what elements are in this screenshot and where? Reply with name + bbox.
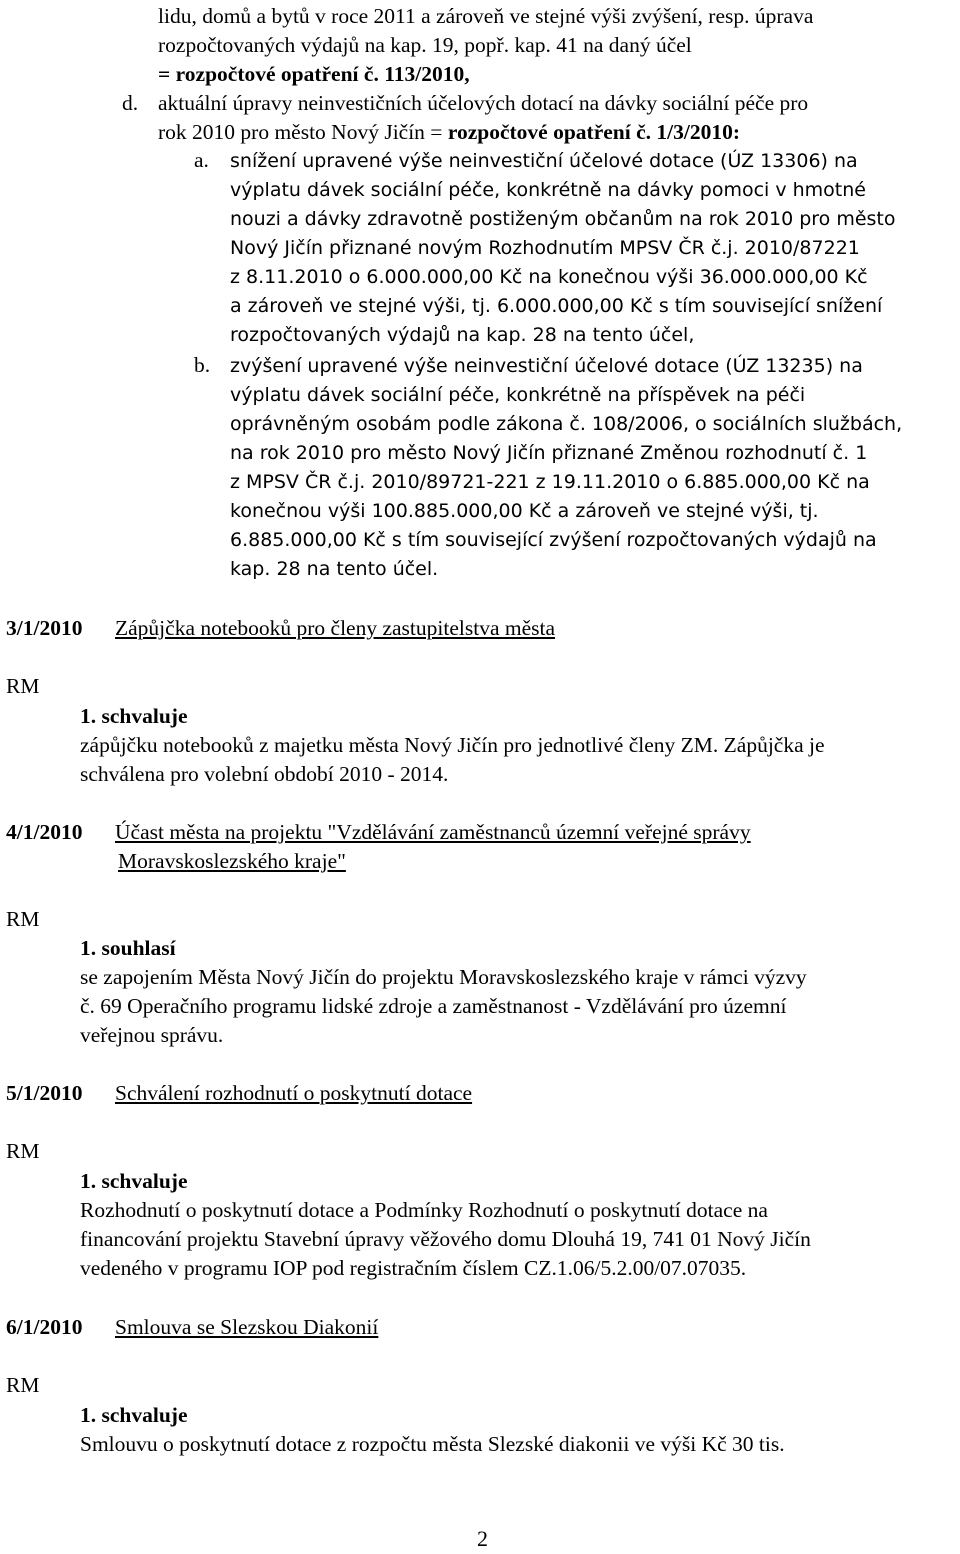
item-a-line-5: z 8.11.2010 o 6.000.000,00 Kč na konečnou výši 36.000.000,00 Kč <box>230 266 868 288</box>
item-b-line-8: kap. 28 na tento účel. <box>230 558 439 580</box>
item-a-line-4: Nový Jičín přiznané novým Rozhodnutím MPSV ČR č.j. 2010/87221 <box>230 237 860 259</box>
section-6-text-1: Smlouvu o poskytnutí dotace z rozpočtu města Slezské diakonii ve výši Kč 30 tis. <box>80 1432 785 1456</box>
item-b-line-7: 6.885.000,00 Kč s tím související zvýšení rozpočtovaných výdajů na <box>230 529 877 551</box>
section-3-title: Zápůjčka notebooků pro členy zastupitelstva města <box>115 616 556 640</box>
item-d-budget-measure: rozpočtové opatření č. 1/3/2010: <box>447 120 740 144</box>
item-a-line-2: výplatu dávek sociální péče, konkrétně na dávky pomoci v hmotné <box>230 179 866 201</box>
section-3-number: 3/1/2010 <box>6 616 83 640</box>
item-a-line-6: a zároveň ve stejné výši, tj. 6.000.000,00 Kč s tím související snížení <box>230 295 883 317</box>
item-b-line-4: na rok 2010 pro město Nový Jičín přiznané Změnou rozhodnutí č. 1 <box>230 442 868 464</box>
section-5-decision: 1. schvaluje <box>80 1169 188 1193</box>
section-5-text-1: Rozhodnutí o poskytnutí dotace a Podmínky Rozhodnutí o poskytnutí dotace na <box>80 1198 768 1222</box>
section-3-body: RM <box>6 674 40 698</box>
section-4-number: 4/1/2010 <box>6 820 83 844</box>
section-3-decision: 1. schvaluje <box>80 704 188 728</box>
item-d-line-1: aktuální úpravy neinvestičních účelových dotací na dávky sociální péče pro <box>158 91 809 115</box>
item-a-marker: a. <box>194 148 209 172</box>
item-b-line-3: oprávněným osobám podle zákona č. 108/2006, o sociálních službách, <box>230 413 903 435</box>
section-4-title-1: Účast města na projektu "Vzdělávání zaměstnanců územní veřejné správy <box>115 820 751 844</box>
section-4-title-2: Moravskoslezského kraje" <box>118 849 346 873</box>
item-a-line-1: snížení upravené výše neinvestiční účelové dotace (ÚZ 13306) na <box>230 150 858 172</box>
item-b-line-1: zvýšení upravené výše neinvestiční účelové dotace (ÚZ 13235) na <box>230 355 863 377</box>
section-4-body: RM <box>6 907 40 931</box>
item-d-line-2 <box>158 122 740 144</box>
section-4-text-3: veřejnou správu. <box>80 1023 224 1047</box>
section-5-text-2: financování projektu Stavební úpravy věžového domu Dlouhá 19, 741 01 Nový Jičín <box>80 1227 811 1251</box>
section-5-body: RM <box>6 1139 40 1163</box>
item-a-line-3: nouzi a dávky zdravotně postiženým občanům na rok 2010 pro město <box>230 208 896 230</box>
item-b-line-6: konečnou výši 100.885.000,00 Kč a zároveň ve stejné výši, tj. <box>230 500 819 522</box>
item-c-line-1: lidu, domů a bytů v roce 2011 a zároveň ve stejné výši zvýšení, resp. úprava <box>158 4 814 28</box>
item-b-marker: b. <box>194 353 211 377</box>
item-c-line-3: = rozpočtové opatření č. 113/2010, <box>158 62 470 86</box>
item-c-line-2: rozpočtovaných výdajů na kap. 19, popř. kap. 41 na daný účel <box>158 33 692 57</box>
section-6-title: Smlouva se Slezskou Diakonií <box>115 1315 379 1339</box>
section-4-text-1: se zapojením Města Nový Jičín do projektu Moravskoslezského kraje v rámci výzvy <box>80 965 807 989</box>
section-5-title: Schválení rozhodnutí o poskytnutí dotace <box>115 1081 473 1105</box>
section-5-text-3: vedeného v programu IOP pod registračním číslem CZ.1.06/5.2.00/07.07035. <box>80 1256 747 1280</box>
page-number: 2 <box>477 1526 488 1551</box>
section-6-decision: 1. schvaluje <box>80 1403 188 1427</box>
item-b-line-5: z MPSV ČR č.j. 2010/89721-221 z 19.11.2010 o 6.885.000,00 Kč na <box>230 471 870 493</box>
section-6-body: RM <box>6 1373 40 1397</box>
section-3-text-1: zápůjčku notebooků z majetku města Nový Jičín pro jednotlivé členy ZM. Zápůjčka je <box>80 733 825 757</box>
item-d-marker: d. <box>122 91 139 115</box>
section-3-text-2: schválena pro volební období 2010 - 2014. <box>80 762 449 786</box>
item-a-line-7: rozpočtovaných výdajů na kap. 28 na tento účel, <box>230 324 695 346</box>
section-5-number: 5/1/2010 <box>6 1081 83 1105</box>
section-6-number: 6/1/2010 <box>6 1315 83 1339</box>
item-b-line-2: výplatu dávek sociální péče, konkrétně na příspěvek na péči <box>230 384 806 406</box>
item-d-line-2-text: rok 2010 pro město Nový Jičín = <box>158 120 448 144</box>
section-4-text-2: č. 69 Operačního programu lidské zdroje a zaměstnanost - Vzdělávání pro územní <box>80 994 787 1018</box>
section-4-decision: 1. souhlasí <box>80 936 176 960</box>
